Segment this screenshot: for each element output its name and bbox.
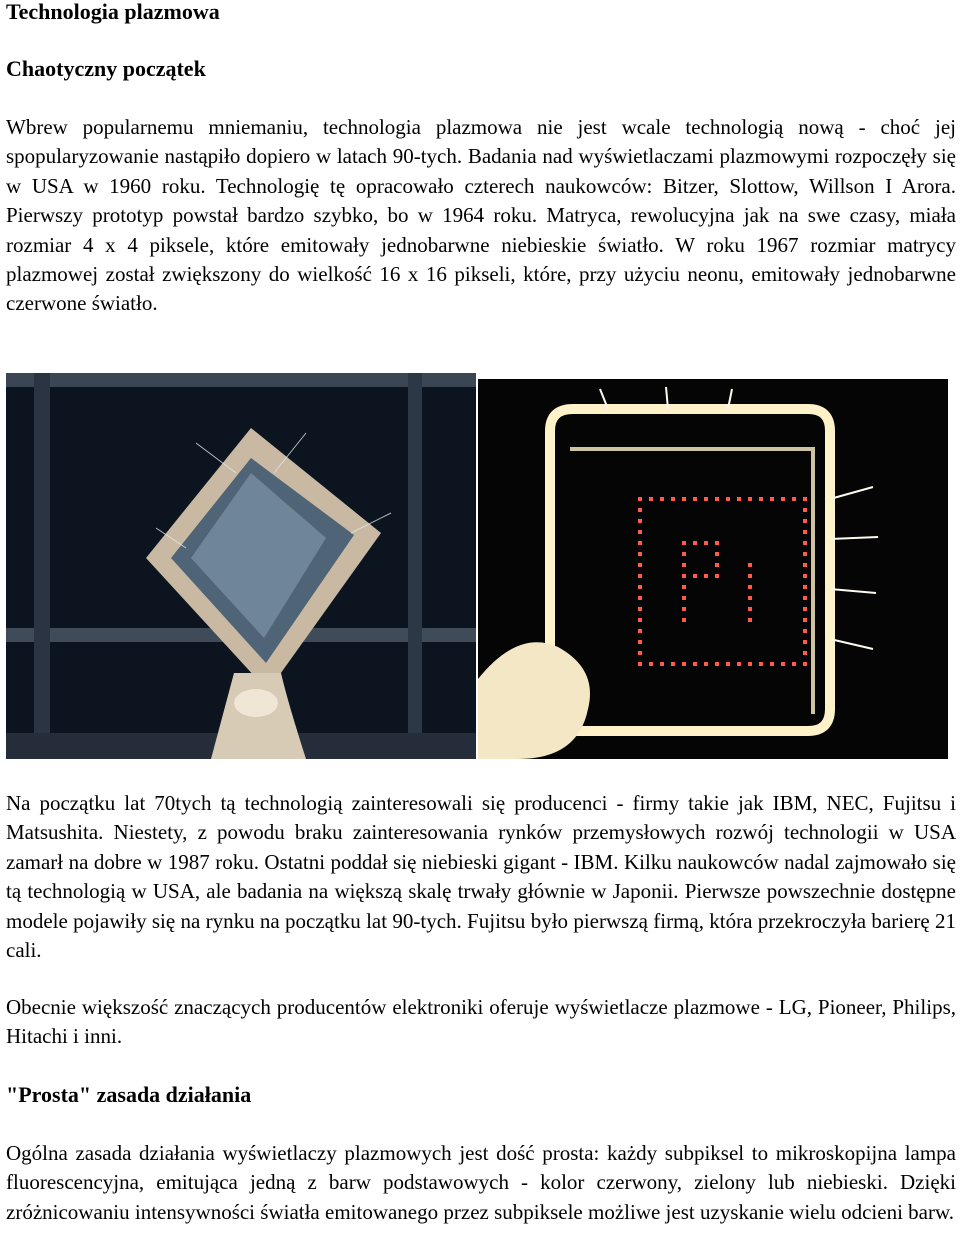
plasma-pixel: [638, 541, 642, 545]
plasma-pixel: [638, 596, 642, 600]
frame-top-bar: [6, 373, 476, 387]
plasma-pixel: [803, 508, 807, 512]
frame-left-post: [34, 373, 50, 759]
plasma-pixel: [803, 497, 807, 501]
plasma-pixel: [770, 497, 774, 501]
plasma-pixel: [638, 508, 642, 512]
plasma-pixel: [715, 563, 719, 567]
plasma-pixel: [682, 552, 686, 556]
plasma-pixel: [737, 497, 741, 501]
plasma-pixel: [638, 651, 642, 655]
plasma-pixel: [693, 574, 697, 578]
plasma-pixel: [803, 662, 807, 666]
plasma-pixel: [671, 662, 675, 666]
plasma-pixel: [803, 541, 807, 545]
plasma-pixel: [682, 585, 686, 589]
plasma-pixel: [715, 541, 719, 545]
plasma-pixel: [638, 497, 642, 501]
plasma-pixel: [682, 596, 686, 600]
plasma-pixel: [649, 497, 653, 501]
plasma-pixel: [638, 519, 642, 523]
plasma-pixel: [803, 651, 807, 655]
document-title: Technologia plazmowa: [6, 0, 220, 24]
plasma-pixel: [704, 574, 708, 578]
plasma-pixel: [803, 629, 807, 633]
plasma-pixel: [759, 497, 763, 501]
plasma-pixel: [803, 530, 807, 534]
plasma-pixel: [660, 662, 664, 666]
plasma-pixel: [638, 607, 642, 611]
plasma-pixel: [682, 607, 686, 611]
plasma-pixel: [704, 541, 708, 545]
plasma-pixel: [638, 662, 642, 666]
plasma-pixel: [693, 662, 697, 666]
section-heading-simple-principle: "Prosta" zasada działania: [6, 1082, 252, 1107]
plasma-pixel: [781, 497, 785, 501]
plasma-pixel: [704, 497, 708, 501]
plasma-pixel: [693, 541, 697, 545]
paragraph-history-intro: Wbrew popularnemu mniemaniu, technologia plazmowa nie jest wcale technologią nową - choć jej spopularyzowanie nastąpiło dopiero w latach 90-tych. Badania nad wyświetlaczami plazmowymi rozpoczęły się w USA w 1960 roku. Technologię tę opracowało czterech naukowców: Bitzer, Slottow, Willson I Arora. Pierwszy prototyp powstał bardzo szybko, bo w 1964 roku. Matryca, rewolucyjna jak na swe czasy, miała rozmiar 4 x 4 piksele, które emitowały jednobarwne niebieskie światło. W roku 1967 rozmiar matrycy plazmowej został zwiększony do wielkość 16 x 16 pikseli, które, przy użyciu neonu, emitowały jednobarwne czerwone światło.: [6, 115, 956, 316]
plasma-pixel: [638, 563, 642, 567]
plasma-pixel: [682, 662, 686, 666]
plasma-pixel: [638, 530, 642, 534]
plasma-pixel: [638, 552, 642, 556]
plasma-pixel: [682, 541, 686, 545]
plasma-pixel: [682, 563, 686, 567]
photo-row: [6, 373, 948, 759]
plasma-pixel: [715, 497, 719, 501]
plasma-pixel: [748, 596, 752, 600]
plasma-pixel: [682, 574, 686, 578]
plasma-pixel: [737, 662, 741, 666]
plasma-pixel: [803, 618, 807, 622]
plasma-pixel: [748, 563, 752, 567]
plasma-pixel: [759, 662, 763, 666]
plasma-pixel: [803, 607, 807, 611]
plasma-pixel: [803, 640, 807, 644]
plasma-pixel: [638, 640, 642, 644]
plasma-pixel: [726, 497, 730, 501]
paragraph-operating-principle: Ogólna zasada działania wyświetlaczy plazmowych jest dość prosta: każdy subpiksel to mikroskopijna lampa fluorescencyjna, emitująca jedną z barw podstawowych - kolor czerwony, zielony lub niebieski. Dzięki zróżnicowaniu intensywności światła emitowanego przez subpiksele możliwe jest uzyskanie wielu odcieni barw.: [6, 1141, 956, 1224]
plasma-pixel: [748, 618, 752, 622]
matrix-photo-right: [478, 379, 948, 759]
prototype-photo-left: [6, 373, 476, 759]
section-heading-chaotic-start: Chaotyczny początek: [6, 56, 206, 81]
plasma-pixel: [649, 662, 653, 666]
plasma-pixel: [715, 662, 719, 666]
plasma-pixel: [781, 662, 785, 666]
plasma-pixel: [803, 585, 807, 589]
plasma-pixel: [792, 497, 796, 501]
plasma-pixel: [638, 629, 642, 633]
plasma-pixel: [638, 618, 642, 622]
plasma-pixel: [748, 497, 752, 501]
plasma-pixel: [660, 497, 664, 501]
plasma-pixel: [803, 552, 807, 556]
plasma-pixel: [638, 585, 642, 589]
plasma-pixel: [638, 574, 642, 578]
paragraph-industry-history: Na początku lat 70tych tą technologią zainteresowali się producenci - firmy takie jak IBM, NEC, Fujitsu i Matsushita. Niestety, z powodu braku zainteresowania rynków przemysłowych rozwój technologii w USA zamarł na dobre w 1987 roku. Ostatni poddał się niebieski gigant - IBM. Kilku naukowców nadal zajmowało się tą technologią w USA, ale badania na większą skalę trwały głównie w Japonii. Pierwsze powszechnie dostępne modele pojawiły się na rynku na początku lat 90-tych. Fujitsu było pierwszą firmą, która przekroczyła barierę 21 cali.: [6, 791, 956, 963]
plasma-pixel: [770, 662, 774, 666]
plasma-pixel: [671, 497, 675, 501]
plasma-pixel: [726, 662, 730, 666]
plasma-pixel: [715, 574, 719, 578]
frame-right-post: [408, 373, 422, 759]
plasma-pixel: [792, 662, 796, 666]
plasma-pixel: [682, 618, 686, 622]
plasma-pixel: [803, 574, 807, 578]
plasma-pixel: [704, 662, 708, 666]
plasma-pixel: [803, 563, 807, 567]
plasma-pixel: [715, 552, 719, 556]
plasma-pixel: [682, 497, 686, 501]
plasma-pixel: [748, 585, 752, 589]
plasma-pixel: [748, 574, 752, 578]
plasma-pixel: [803, 519, 807, 523]
plasma-pixel: [803, 596, 807, 600]
plasma-pixel: [693, 497, 697, 501]
plasma-pixel: [748, 662, 752, 666]
matrix-photo-right-drawing: [478, 379, 948, 759]
plasma-pixel: [748, 607, 752, 611]
prototype-photo-left-drawing: [6, 373, 476, 759]
stem-reflection: [234, 689, 278, 717]
paragraph-current-manufacturers: Obecnie większość znaczących producentów elektroniki oferuje wyświetlacze plazmowe - LG, Pioneer, Philips, Hitachi i inni.: [6, 995, 956, 1049]
